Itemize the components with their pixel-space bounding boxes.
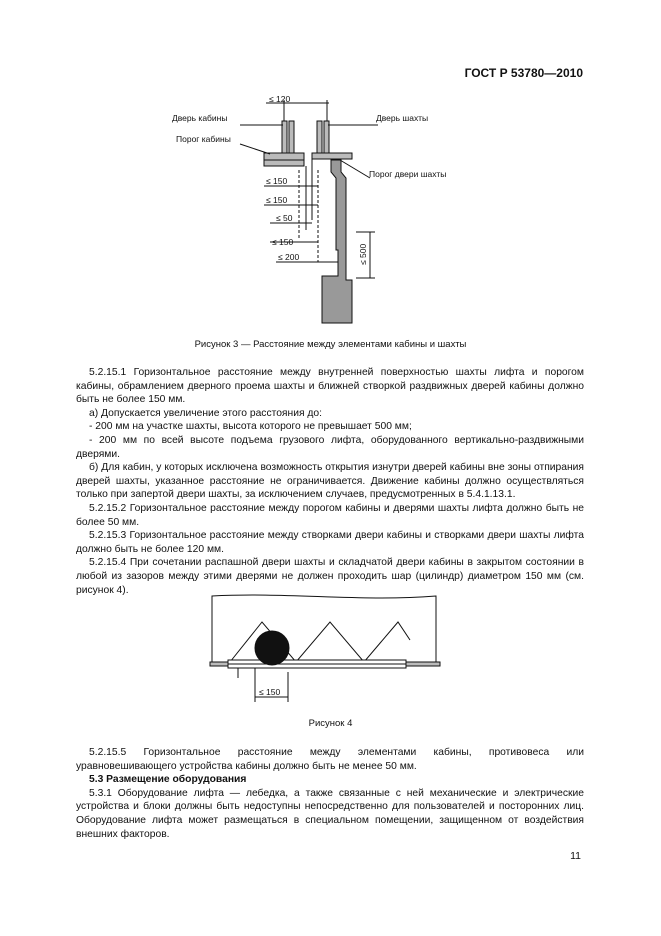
paragraph-5-2-15-3: 5.2.15.3 Горизонтальное расстояние между створками двери кабины и створками двери шахты лифта должно быть не более 120 мм. bbox=[76, 530, 584, 555]
paragraph-5-2-15-1: 5.2.15.1 Горизонтальное расстояние между внутренней поверхностью шахты лифта и порогом кабины, обрамлением дверного проема шахты и ближней створкой раздвижных дверей кабины должно быть не более 150 мм. bbox=[76, 367, 584, 406]
paragraph-a-item-2: - 200 мм по всей высоте подъема грузового лифта, оборудованного вертикально-раздвижными дверями. bbox=[76, 434, 584, 460]
dim-120: ≤ 120 bbox=[269, 94, 291, 104]
paragraph-5-3-1: 5.3.1 Оборудование лифта — лебедка, а также связанные с ней механические и электрические устройства и блоки должны быть недоступны непосредственно для пользователей и посторонних лиц. Оборудование лифта может размещаться в специальном помещении, защищенном от воздействия внешних факторов. bbox=[76, 787, 584, 840]
text-block-1 bbox=[76, 366, 584, 597]
paragraph-a: а) Допускается увеличение этого расстояния до: bbox=[89, 407, 322, 419]
page-number: 11 bbox=[570, 850, 581, 862]
dim-500: ≤ 500 bbox=[358, 243, 368, 265]
paragraph-5-2-15-5: 5.2.15.5 Горизонтальное расстояние между элементами кабины, противовеса или уравновешивающего устройства кабины должно быть не менее 50 мм. bbox=[76, 747, 584, 772]
dim-50: ≤ 50 bbox=[276, 213, 293, 223]
figure-3-caption: Рисунок 3 — Расстояние между элементами кабины и шахты bbox=[194, 339, 467, 350]
paragraph-5-2-15-2: 5.2.15.2 Горизонтальное расстояние между порогом кабины и дверями шахты лифта должно быть не более 50 мм. bbox=[76, 502, 584, 528]
paragraph-5-2-15-4: 5.2.15.4 При сочетании распашной двери шахты и складчатой двери кабины в закрытом состоянии в любой из зазоров между этими дверями не должен проходить шар (цилиндр) диаметром 150 мм (см. рисунок 4). bbox=[76, 557, 584, 596]
section-heading-5-3: 5.3 Размещение оборудования bbox=[89, 774, 247, 786]
text-block-2 bbox=[76, 746, 584, 841]
label-cabin-sill: Порог кабины bbox=[176, 134, 231, 144]
paragraph-b: б) Для кабин, у которых исключена возможность открытия изнутри дверей кабины вне зоны отпирания дверей шахты, указанное расстояние не ограничивается. Движение кабины должно осуществляться только при запертой двери шахты, за исключением случаев, предусмотренных в 5.4.1.13.1. bbox=[76, 462, 584, 501]
paragraph-a-item-1: - 200 мм на участке шахты, высота которого не превышает 500 мм; bbox=[89, 421, 412, 433]
dim-150-a: ≤ 150 bbox=[266, 176, 288, 186]
figure-3-diagram bbox=[0, 90, 661, 330]
figure-4-caption: Рисунок 4 bbox=[308, 718, 353, 729]
label-shaft-door: Дверь шахты bbox=[376, 113, 429, 123]
dim-150-fig4: ≤ 150 bbox=[259, 687, 281, 697]
figure-4-diagram bbox=[0, 590, 661, 705]
document-header: ГОСТ Р 53780—2010 bbox=[464, 66, 583, 80]
dim-200: ≤ 200 bbox=[278, 252, 300, 262]
label-shaft-door-sill: Порог двери шахты bbox=[369, 169, 447, 179]
dim-150-b: ≤ 150 bbox=[266, 195, 288, 205]
dim-150-c: ≤ 150 bbox=[272, 237, 294, 247]
label-cabin-door: Дверь кабины bbox=[172, 113, 228, 123]
